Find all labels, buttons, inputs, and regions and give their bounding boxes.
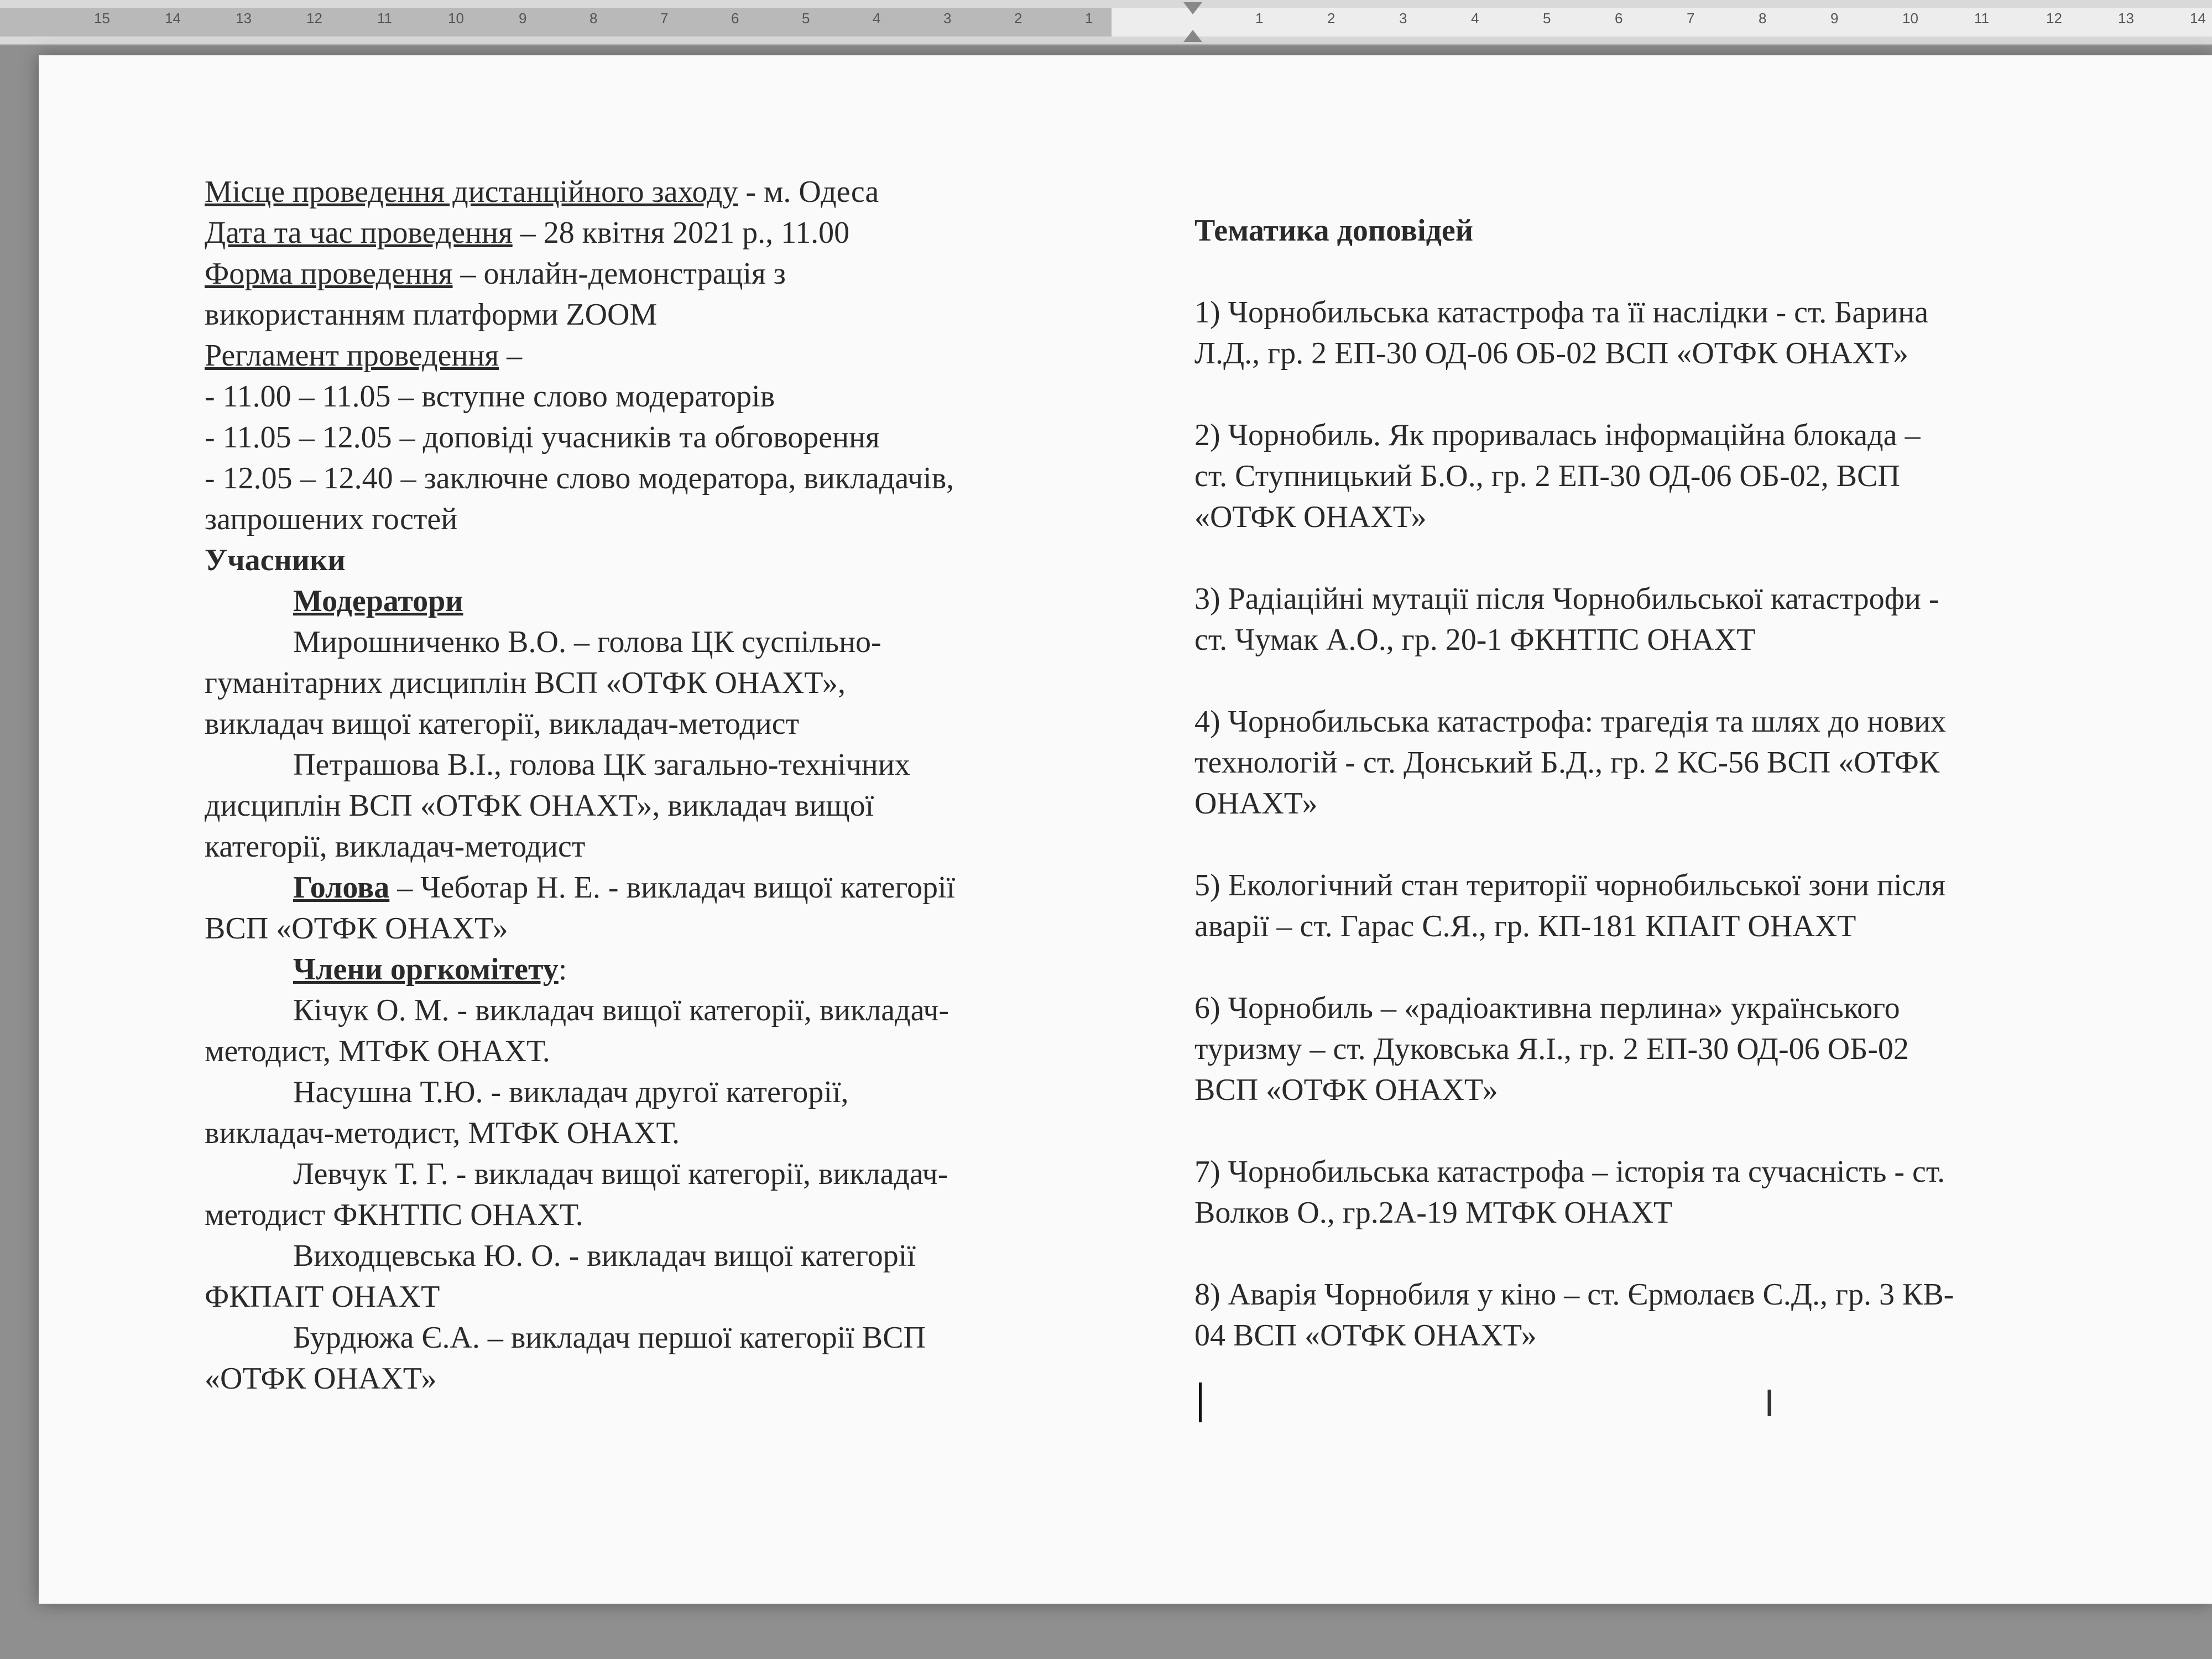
committee-line: «ОТФК ОНАХТ» [205,1361,437,1396]
ruler-tick-label: 1 [1255,10,1264,27]
moderator-line: Петрашова В.І., голова ЦК загально-технічних [293,748,910,782]
participants-heading: Учасники [205,543,346,577]
ruler-tick-label: 2 [1014,10,1022,27]
ruler-tick-label: 11 [1974,10,1989,27]
ruler-tick-label: 7 [660,10,669,27]
topic-line: 8) Аварія Чорнобиля у кіно – ст. Єрмолаєв С.Д., гр. 3 КВ- [1194,1277,1954,1312]
schedule-item-cont: запрошених гостей [205,502,458,536]
form-label: Форма проведення [205,257,453,291]
ruler-tick-label: 15 [94,10,110,27]
topic-line: ОНАХТ» [1194,786,1318,821]
topic-line: технологій - ст. Донський Б.Д., гр. 2 КС-56 ВСП «ОТФК [1194,745,1940,780]
schedule-item: - 11.00 – 11.05 – вступне слово модераторів [205,379,775,414]
committee-member [205,1072,1167,1154]
committee-line: методист, МТФК ОНАХТ. [205,1034,550,1068]
ruler-tick-label: 14 [165,10,181,27]
ruler-tick-label: 7 [1687,10,1695,27]
committee-heading-line [205,949,1167,990]
ruler-tick-label: 6 [731,10,739,27]
topic-line: Л.Д., гр. 2 ЕП-30 ОД-06 ОБ-02 ВСП «ОТФК ОНАХТ» [1194,336,1908,371]
ruler-tick-label: 3 [943,10,952,27]
ruler-tick-label: 10 [1902,10,1918,27]
committee-member [205,1154,1167,1235]
committee-line: ФКПАІТ ОНАХТ [205,1280,440,1314]
topic-item [1194,292,2157,374]
ruler-tick-label: 1 [1085,10,1093,27]
moderator-line: дисциплін ВСП «ОТФК ОНАХТ», викладач вищої [205,789,874,823]
topic-line: ВСП «ОТФК ОНАХТ» [1194,1073,1498,1107]
committee-heading: Члени оргкомітету [293,952,559,987]
committee-member [205,1317,1167,1399]
right-column [1194,210,2157,1397]
committee-line: Левчук Т. Г. - викладач вищої категорії, викладач- [293,1157,948,1191]
topic-line: 1) Чорнобильська катастрофа та її наслідки - ст. Барина [1194,295,1929,330]
topic-line: Волков О., гр.2А-19 МТФК ОНАХТ [1194,1196,1673,1230]
committee-member [205,1235,1167,1317]
committee-line: викладач-методист, МТФК ОНАХТ. [205,1116,680,1150]
topic-item [1194,701,2157,824]
topic-line: 3) Радіаційні мутації після Чорнобильської катастрофи - [1194,582,1939,616]
ruler-tick-label: 14 [2190,10,2206,27]
committee-line: Виходцевська Ю. О. - викладач вищої категорії [293,1239,916,1273]
topic-item [1194,1151,2157,1233]
schedule-item: - 11.05 – 12.05 – доповіді учасників та обговорення [205,420,880,455]
committee-colon: : [558,952,567,987]
moderator-entry [205,744,1167,867]
committee-line: методист ФКНТПС ОНАХТ. [205,1198,583,1232]
topic-line: 7) Чорнобильська катастрофа – історія та сучасність - ст. [1194,1155,1945,1189]
topic-item [1194,578,2157,660]
ruler-tick-label: 5 [1543,10,1551,27]
head-line-cont: ВСП «ОТФК ОНАХТ» [205,911,508,946]
date-label: Дата та час проведення [205,216,513,250]
moderators-heading: Модератори [293,584,463,618]
topic-line: 04 ВСП «ОТФК ОНАХТ» [1194,1318,1537,1353]
ruler-tick-label: 12 [306,10,322,27]
ruler-tick-label: 12 [2046,10,2062,27]
topic-item [1194,1274,2157,1356]
venue-label: Місце проведення дистанційного заходу [205,175,738,209]
moderator-entry [205,622,1167,744]
ruler-tick-label: 6 [1615,10,1623,27]
ruler-tick-label: 13 [236,10,252,27]
first-line-indent-icon[interactable] [1183,2,1202,14]
moderators-heading-line [205,581,1167,622]
ruler-tick-label: 4 [1471,10,1479,27]
ruler-tick-label: 4 [873,10,881,27]
text-cursor [1199,1383,1202,1422]
form-line-cont: використанням платформи ZOOM [205,298,658,332]
moderator-line: викладач вищої категорії, викладач-методист [205,707,800,741]
regulation-label: Регламент проведення [205,338,499,373]
form-value: – онлайн-демонстрація з [452,257,786,291]
ruler-tick-label: 3 [1399,10,1407,27]
ibeam-cursor-icon: I [1764,1383,1775,1425]
form-line [205,253,1167,294]
topic-line: ст. Ступницький Б.О., гр. 2 ЕП-30 ОД-06 ОБ-02, ВСП [1194,459,1900,493]
topic-line: 6) Чорнобиль – «радіоактивна перлина» українського [1194,991,1900,1025]
topic-line: 5) Екологічний стан території чорнобильської зони після [1194,868,1946,902]
head-line [205,867,1167,908]
topics-heading: Тематика доповідей [1194,213,1474,248]
first-line-indent-marker[interactable] [1183,2,1202,42]
moderator-line: категорії, викладач-методист [205,830,586,864]
committee-line: Кічук О. М. - викладач вищої категорії, викладач- [293,993,950,1027]
ruler-tick-label: 5 [802,10,810,27]
date-line [205,212,1167,253]
document-page[interactable] [39,55,2212,1604]
schedule-item: - 12.05 – 12.40 – заключне слово модератора, викладачів, [205,461,954,495]
ruler-tick-label: 8 [589,10,598,27]
topic-item [1194,988,2157,1110]
topic-line: ст. Чумак А.О., гр. 20-1 ФКНТПС ОНАХТ [1194,623,1756,657]
head-value: – Чеботар Н. Е. - викладач вищої категорії [389,870,956,905]
ruler-tick-label: 9 [1830,10,1839,27]
moderator-line: Мирошниченко В.О. – голова ЦК суспільно- [293,625,881,659]
hanging-indent-icon[interactable] [1183,30,1202,42]
committee-member [205,990,1167,1072]
venue-line [205,171,1167,212]
left-column [205,171,1167,1399]
date-value: – 28 квітня 2021 р., 11.00 [512,216,850,250]
ruler-tick-label: 13 [2118,10,2134,27]
head-label: Голова [293,870,390,905]
topic-item [1194,415,2157,538]
topic-line: аварії – ст. Гарас С.Я., гр. КП-181 КПАІТ ОНАХТ [1194,909,1856,943]
ruler-tick-label: 2 [1327,10,1335,27]
ruler-tick-label: 8 [1759,10,1767,27]
ruler-tick-label: 11 [377,10,392,27]
topic-item [1194,865,2157,947]
committee-line: Бурдюжа Є.А. – викладач першої категорії ВСП [293,1321,926,1355]
regulation-suffix: – [499,338,523,373]
venue-value: - м. Одеса [738,175,879,209]
topic-line: «ОТФК ОНАХТ» [1194,500,1427,534]
ruler-tick-label: 10 [448,10,464,27]
topic-line: 2) Чорнобиль. Як проривалась інформаційна блокада – [1194,418,1921,452]
committee-line: Насушна Т.Ю. - викладач другої категорії, [293,1075,849,1109]
horizontal-ruler[interactable] [0,0,2212,45]
ruler-tick-label: 9 [519,10,527,27]
topic-line: 4) Чорнобильська катастрофа: трагедія та шлях до нових [1194,705,1946,739]
topic-line: туризму – ст. Дуковська Я.І., гр. 2 ЕП-30 ОД-06 ОБ-02 [1194,1032,1909,1066]
moderator-line: гуманітарних дисциплін ВСП «ОТФК ОНАХТ», [205,666,846,700]
regulation-line [205,335,1167,376]
